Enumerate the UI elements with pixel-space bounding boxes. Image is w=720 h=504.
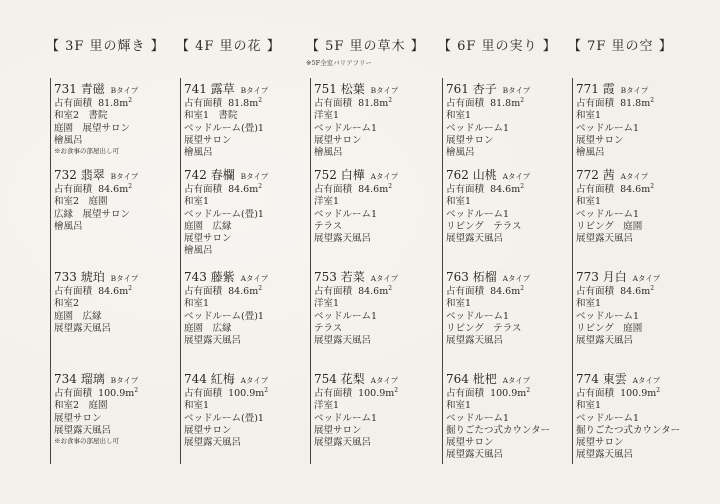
room-title: [184, 372, 312, 388]
column-divider: [442, 78, 443, 464]
room-feature: ベッドルーム1: [446, 208, 510, 220]
room-entry: [576, 270, 704, 347]
room-type: Bタイプ: [110, 86, 139, 95]
room-feature: 展望露天風呂: [314, 233, 372, 245]
room-feature: ベッドルーム1: [446, 412, 510, 424]
floor-heading: 【 7F 里の空 】: [568, 39, 673, 54]
area-unit-superscript: 2: [520, 182, 525, 190]
room-name: 白樺: [340, 168, 365, 182]
room-feature: 檜風呂: [446, 147, 475, 159]
area-label: 占有面積: [184, 184, 223, 195]
room-number: 751: [314, 82, 337, 96]
area-value: 81.8m: [490, 98, 521, 109]
room-feature: 展望露天風呂: [446, 335, 504, 347]
room-area: [576, 286, 704, 298]
room-name: 藤紫: [210, 270, 235, 284]
room-name: 月白: [602, 270, 627, 284]
area-value: 84.6m: [228, 184, 259, 195]
room-feature: 和室2 書院: [54, 110, 108, 122]
room-feature: ベッドルーム1: [576, 122, 640, 134]
area-label: 占有面積: [54, 184, 93, 195]
room-number: 743: [184, 270, 207, 284]
room-feature: 展望サロン: [314, 134, 362, 146]
room-entry: [184, 372, 312, 449]
room-feature: ベッドルーム1: [576, 412, 640, 424]
area-unit-superscript: 2: [128, 96, 133, 104]
room-feature: 展望サロン: [184, 424, 232, 436]
room-area: [54, 98, 182, 110]
room-type: Aタイプ: [370, 172, 399, 181]
room-type: Aタイプ: [502, 376, 531, 385]
room-title: [446, 168, 574, 184]
area-unit-superscript: 2: [650, 96, 655, 104]
area-value: 100.9m: [490, 388, 527, 399]
room-feature: ベッドルーム(畳)1: [184, 412, 264, 424]
room-feature: ベッドルーム1: [576, 310, 640, 322]
room-name: 山桃: [472, 168, 497, 182]
area-unit-superscript: 2: [388, 284, 393, 292]
room-name: 柘榴: [472, 270, 497, 284]
area-label: 占有面積: [184, 98, 223, 109]
room-feature: 展望サロン: [446, 134, 494, 146]
room-feature: 展望サロン: [184, 233, 232, 245]
room-feature: 展望露天風呂: [576, 449, 634, 461]
room-entry: [184, 270, 312, 347]
area-label: 占有面積: [184, 388, 223, 399]
room-title: [576, 270, 704, 286]
room-feature: 和室1: [576, 298, 602, 310]
area-unit-superscript: 2: [264, 386, 269, 394]
room-feature: 展望サロン: [54, 412, 102, 424]
room-area: [446, 286, 574, 298]
room-feature: 檜風呂: [54, 220, 83, 232]
room-entry: [446, 270, 574, 347]
room-area: [446, 388, 574, 400]
room-feature: 庭園 広縁: [54, 310, 102, 322]
room-name: 茜: [602, 168, 615, 182]
room-type: Bタイプ: [110, 172, 139, 181]
room-feature: 展望露天風呂: [184, 437, 242, 449]
column-divider: [572, 78, 573, 464]
area-label: 占有面積: [54, 286, 93, 297]
area-unit-superscript: 2: [128, 182, 133, 190]
room-title: [54, 372, 182, 388]
room-name: 東雲: [602, 372, 627, 386]
room-feature: 庭園 広縁: [184, 322, 232, 334]
area-value: 81.8m: [228, 98, 259, 109]
room-entry: [184, 168, 312, 258]
room-name: 春欄: [210, 168, 235, 182]
room-feature: 展望サロン: [446, 437, 494, 449]
room-entry: [576, 372, 704, 462]
room-feature: 展望露天風呂: [314, 335, 372, 347]
room-note: ※お食事の部屋出し可: [54, 147, 119, 156]
area-label: 占有面積: [446, 98, 485, 109]
area-label: 占有面積: [54, 98, 93, 109]
area-value: 84.6m: [358, 286, 389, 297]
room-feature: 和室2 庭園: [54, 196, 108, 208]
room-feature: 展望サロン: [576, 134, 624, 146]
floor-heading: 【 3F 里の輝き 】: [46, 39, 165, 54]
room-area: [576, 184, 704, 196]
room-title: [54, 270, 182, 286]
area-value: 84.6m: [358, 184, 389, 195]
room-type: Aタイプ: [620, 172, 649, 181]
room-number: 764: [446, 372, 469, 386]
room-area: [54, 388, 182, 400]
room-area: [184, 286, 312, 298]
area-label: 占有面積: [314, 184, 353, 195]
floor-column: [438, 38, 560, 56]
room-type: Bタイプ: [240, 86, 269, 95]
floor-note: ※5F全室バリアフリー: [306, 59, 372, 67]
room-number: 734: [54, 372, 77, 386]
room-number: 754: [314, 372, 337, 386]
room-title: [314, 372, 442, 388]
room-feature: 和室1: [446, 196, 472, 208]
room-feature: ベッドルーム1: [314, 310, 378, 322]
room-feature: テラス: [314, 322, 343, 334]
area-value: 81.8m: [358, 98, 389, 109]
area-unit-superscript: 2: [128, 284, 133, 292]
room-number: 744: [184, 372, 207, 386]
floor-column: [568, 38, 690, 56]
area-value: 84.6m: [228, 286, 259, 297]
room-entry: [446, 372, 574, 462]
room-entry: [54, 82, 182, 156]
room-type: Aタイプ: [370, 376, 399, 385]
room-note: ※お食事の部屋出し可: [54, 437, 119, 446]
room-feature: リビング 庭園: [576, 322, 643, 334]
area-label: 占有面積: [576, 388, 615, 399]
room-type: Bタイプ: [110, 274, 139, 283]
area-label: 占有面積: [576, 286, 615, 297]
room-feature: 和室1: [184, 298, 210, 310]
room-title: [314, 82, 442, 98]
room-area: [576, 388, 704, 400]
area-value: 84.6m: [620, 286, 651, 297]
area-label: 占有面積: [54, 388, 93, 399]
area-value: 100.9m: [358, 388, 395, 399]
room-type: Aタイプ: [632, 274, 661, 283]
room-name: 露草: [210, 82, 235, 96]
room-type: Aタイプ: [370, 274, 399, 283]
floor-heading: 【 6F 里の実り 】: [438, 39, 557, 54]
room-number: 772: [576, 168, 599, 182]
room-feature: 洋室1: [314, 400, 340, 412]
room-area: [314, 98, 442, 110]
room-name: 翡翠: [80, 168, 105, 182]
room-feature: ベッドルーム(畳)1: [184, 310, 264, 322]
area-value: 84.6m: [620, 184, 651, 195]
room-feature: 和室1: [576, 196, 602, 208]
room-feature: 和室1: [576, 400, 602, 412]
room-feature: 展望露天風呂: [446, 233, 504, 245]
area-unit-superscript: 2: [258, 284, 263, 292]
room-area: [54, 184, 182, 196]
room-number: 761: [446, 82, 469, 96]
room-type: Aタイプ: [240, 274, 269, 283]
room-entry: [54, 372, 182, 446]
room-feature: 展望露天風呂: [314, 437, 372, 449]
room-feature: ベッドルーム1: [446, 310, 510, 322]
room-type: Bタイプ: [110, 376, 139, 385]
room-type: Bタイプ: [240, 172, 269, 181]
room-title: [576, 372, 704, 388]
area-unit-superscript: 2: [388, 96, 393, 104]
room-feature: 和室1: [576, 110, 602, 122]
room-number: 731: [54, 82, 77, 96]
room-feature: リビング 庭園: [576, 220, 643, 232]
room-feature: 展望サロン: [576, 437, 624, 449]
area-value: 84.6m: [490, 286, 521, 297]
room-type: Bタイプ: [620, 86, 649, 95]
area-unit-superscript: 2: [650, 284, 655, 292]
room-feature: リビング テラス: [446, 220, 522, 232]
area-unit-superscript: 2: [520, 284, 525, 292]
room-type: Aタイプ: [502, 172, 531, 181]
room-entry: [54, 168, 182, 233]
area-unit-superscript: 2: [394, 386, 399, 394]
area-value: 84.6m: [490, 184, 521, 195]
room-feature: 展望サロン: [314, 424, 362, 436]
column-divider: [310, 78, 311, 464]
area-label: 占有面積: [314, 286, 353, 297]
room-feature: 展望露天風呂: [576, 233, 634, 245]
room-entry: [54, 270, 182, 335]
room-name: 霞: [602, 82, 615, 96]
room-feature: 展望露天風呂: [446, 449, 504, 461]
room-area: [314, 184, 442, 196]
room-entry: [314, 270, 442, 347]
room-area: [314, 388, 442, 400]
floor-column: [46, 38, 168, 56]
area-unit-superscript: 2: [656, 386, 661, 394]
room-entry: [446, 168, 574, 245]
area-label: 占有面積: [446, 286, 485, 297]
room-area: [314, 286, 442, 298]
room-feature: ベッドルーム(畳)1: [184, 208, 264, 220]
room-feature: ベッドルーム1: [576, 208, 640, 220]
room-title: [576, 82, 704, 98]
room-feature: 和室1: [184, 196, 210, 208]
area-value: 100.9m: [228, 388, 265, 399]
floor-column: [306, 38, 428, 67]
room-title: [314, 168, 442, 184]
room-feature: リビング テラス: [446, 322, 522, 334]
area-unit-superscript: 2: [388, 182, 393, 190]
room-area: [576, 98, 704, 110]
room-entry: [184, 82, 312, 159]
area-unit-superscript: 2: [258, 96, 263, 104]
room-name: 琥珀: [80, 270, 105, 284]
room-number: 762: [446, 168, 469, 182]
area-value: 81.8m: [620, 98, 651, 109]
area-label: 占有面積: [446, 388, 485, 399]
room-area: [184, 98, 312, 110]
area-label: 占有面積: [576, 184, 615, 195]
room-type: Aタイプ: [502, 274, 531, 283]
floor-column: [176, 38, 298, 56]
room-feature: 檜風呂: [576, 147, 605, 159]
room-feature: 和室1: [446, 400, 472, 412]
room-type: Aタイプ: [632, 376, 661, 385]
room-entry: [576, 82, 704, 159]
room-feature: 檜風呂: [54, 134, 83, 146]
area-unit-superscript: 2: [650, 182, 655, 190]
area-unit-superscript: 2: [520, 96, 525, 104]
room-title: [54, 168, 182, 184]
room-feature: ベッドルーム1: [314, 208, 378, 220]
room-feature: 展望露天風呂: [54, 322, 112, 334]
room-feature: 和室1: [446, 110, 472, 122]
room-feature: 展望サロン: [184, 134, 232, 146]
room-name: 杏子: [472, 82, 497, 96]
room-entry: [314, 82, 442, 159]
room-feature: 展望露天風呂: [54, 424, 112, 436]
room-feature: ベッドルーム1: [314, 412, 378, 424]
room-number: 774: [576, 372, 599, 386]
room-area: [184, 184, 312, 196]
room-feature: 掘りごたつ式カウンター: [576, 424, 681, 436]
room-number: 732: [54, 168, 77, 182]
room-name: 若菜: [340, 270, 365, 284]
area-label: 占有面積: [314, 388, 353, 399]
floor-heading: 【 5F 里の草木 】: [306, 39, 425, 54]
area-value: 81.8m: [98, 98, 129, 109]
room-feature: 和室1: [184, 400, 210, 412]
room-number: 742: [184, 168, 207, 182]
room-name: 瑠璃: [80, 372, 105, 386]
room-number: 753: [314, 270, 337, 284]
room-feature: 檜風呂: [184, 147, 213, 159]
room-feature: 展望露天風呂: [576, 335, 634, 347]
room-feature: ベッドルーム1: [314, 122, 378, 134]
room-type: Bタイプ: [370, 86, 399, 95]
room-number: 733: [54, 270, 77, 284]
area-unit-superscript: 2: [526, 386, 531, 394]
room-feature: 洋室1: [314, 298, 340, 310]
room-feature: 庭園 展望サロン: [54, 122, 131, 134]
room-feature: 檜風呂: [184, 245, 213, 257]
room-number: 773: [576, 270, 599, 284]
area-label: 占有面積: [314, 98, 353, 109]
room-feature: 洋室1: [314, 110, 340, 122]
room-entry: [314, 372, 442, 449]
room-type: Bタイプ: [502, 86, 531, 95]
room-feature: テラス: [314, 220, 343, 232]
room-feature: 和室2: [54, 298, 80, 310]
room-feature: 和室1: [446, 298, 472, 310]
floor-heading: 【 4F 里の花 】: [176, 39, 281, 54]
room-name: 枇杷: [472, 372, 497, 386]
room-title: [184, 270, 312, 286]
room-title: [576, 168, 704, 184]
area-unit-superscript: 2: [134, 386, 139, 394]
room-feature: 和室1 書院: [184, 110, 238, 122]
room-title: [184, 82, 312, 98]
room-feature: ベッドルーム(畳)1: [184, 122, 264, 134]
area-label: 占有面積: [184, 286, 223, 297]
room-type: Aタイプ: [240, 376, 269, 385]
column-divider: [180, 78, 181, 464]
room-title: [54, 82, 182, 98]
room-feature: 檜風呂: [314, 147, 343, 159]
room-title: [446, 372, 574, 388]
room-name: 青磁: [80, 82, 105, 96]
room-feature: 和室2 庭園: [54, 400, 108, 412]
room-area: [446, 98, 574, 110]
room-name: 紅梅: [210, 372, 235, 386]
room-feature: 庭園 広縁: [184, 220, 232, 232]
room-feature: 広縁 展望サロン: [54, 208, 131, 220]
room-entry: [446, 82, 574, 159]
room-area: [54, 286, 182, 298]
room-feature: 展望露天風呂: [184, 335, 242, 347]
room-number: 771: [576, 82, 599, 96]
room-title: [446, 82, 574, 98]
room-title: [314, 270, 442, 286]
room-title: [184, 168, 312, 184]
room-number: 752: [314, 168, 337, 182]
area-value: 100.9m: [98, 388, 135, 399]
room-feature: ベッドルーム1: [446, 122, 510, 134]
area-value: 84.6m: [98, 286, 129, 297]
area-label: 占有面積: [446, 184, 485, 195]
room-feature: 掘りごたつ式カウンター: [446, 424, 551, 436]
room-area: [184, 388, 312, 400]
room-title: [446, 270, 574, 286]
room-entry: [314, 168, 442, 245]
room-number: 763: [446, 270, 469, 284]
room-feature: 洋室1: [314, 196, 340, 208]
area-label: 占有面積: [576, 98, 615, 109]
area-value: 100.9m: [620, 388, 657, 399]
room-area: [446, 184, 574, 196]
room-name: 花梨: [340, 372, 365, 386]
room-number: 741: [184, 82, 207, 96]
area-value: 84.6m: [98, 184, 129, 195]
room-entry: [576, 168, 704, 245]
area-unit-superscript: 2: [258, 182, 263, 190]
room-name: 松葉: [340, 82, 365, 96]
column-divider: [50, 78, 51, 464]
